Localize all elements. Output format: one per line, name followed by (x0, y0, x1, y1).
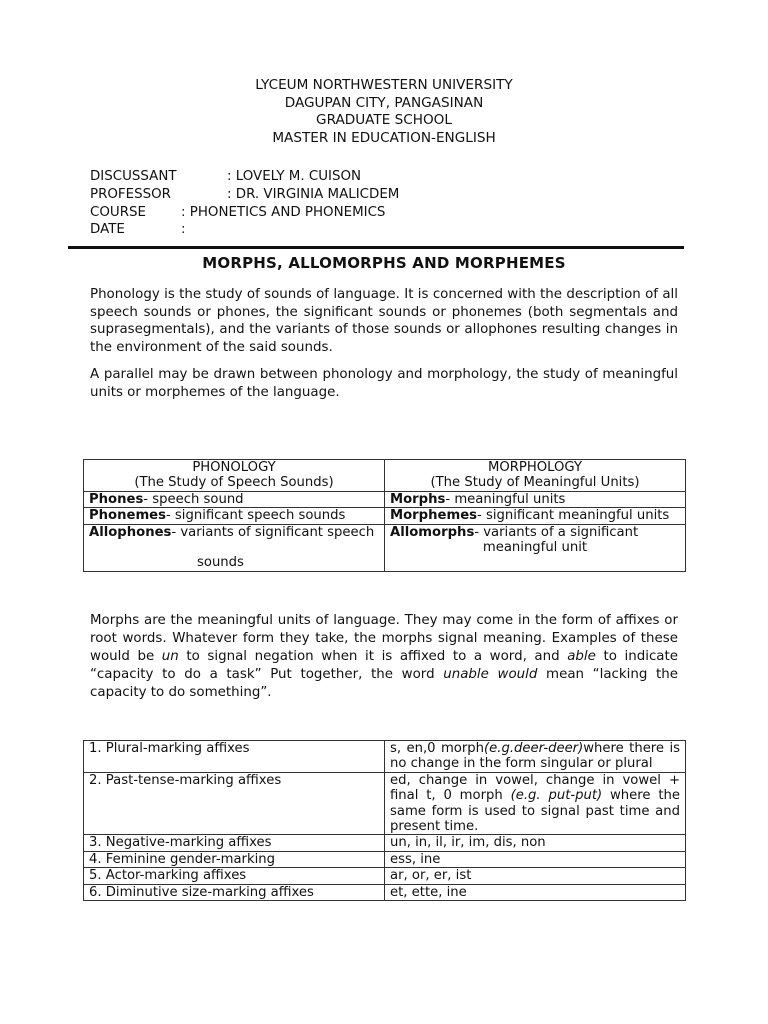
table-row (84, 491, 686, 507)
info-block (90, 168, 678, 238)
def-allophones: - variants of significant speech (171, 524, 375, 540)
negative-affixes-examples: un, in, il, ir, im, dis, non (385, 835, 686, 851)
school-name: GRADUATE SCHOOL (316, 112, 452, 129)
def-allomorphs-cont: meaningful unit (482, 540, 588, 556)
past-tense-affixes-examples: ed, change in vowel, change in vowel + final t, 0 morph (e.g. put-put) where the same form is used to signal past time and present time. (385, 772, 686, 835)
def-phones: - speech sound (143, 491, 244, 507)
phonology-heading: PHONOLOGY (192, 460, 276, 475)
intro-paragraph-phonology: Phonology is the study of sounds of language. It is concerned with the description of all speech sounds or phones, the significant sounds or phonemes (both segmentals and suprasegmentals), and the variants of those sounds or allophones resulting changes in the environment of the said sounds. (90, 287, 678, 355)
allomorphs-cell (385, 524, 686, 571)
affixes-table (83, 740, 686, 901)
diminutive-affixes-label: 6. Diminutive size-marking affixes (84, 884, 385, 900)
discussant-row (90, 168, 678, 186)
def-allophones-cont: sounds (197, 555, 244, 571)
morphs-cell (385, 491, 686, 507)
term-morphs: Morphs (390, 491, 446, 507)
date-label: DATE (90, 222, 125, 238)
document-title: MORPHS, ALLOMORPHS AND MORPHEMES (202, 254, 566, 272)
feminine-affixes-examples: ess, ine (385, 851, 686, 867)
morphemes-cell (385, 508, 686, 524)
morphology-heading: MORPHOLOGY (487, 460, 583, 475)
morphs-text-2: to signal negation when it is affixed to a word, and (178, 649, 568, 664)
date-value: : (181, 222, 186, 238)
term-phones: Phones (89, 491, 144, 507)
professor-label: PROFESSOR (90, 186, 171, 202)
table-row (84, 460, 686, 492)
document-page (90, 77, 678, 239)
allophones-cell (84, 524, 385, 571)
term-allophones: Allophones (89, 524, 172, 540)
intro-section (90, 286, 678, 402)
morphs-text-3: to indicate “capacity to do a task” Put together, the word (90, 649, 678, 682)
diminutive-affixes-examples: et, ette, ine (385, 884, 686, 900)
example-able: able (567, 649, 596, 664)
course-row (90, 204, 678, 222)
phonemes-cell (84, 508, 385, 524)
term-morphemes: Morphemes (390, 508, 477, 524)
actor-affixes-examples: ar, or, er, ist (385, 868, 686, 884)
table-row (84, 884, 686, 900)
table-row (84, 741, 686, 773)
plural-affixes-label: 1. Plural-marking affixes (84, 741, 385, 773)
table-row (84, 835, 686, 851)
example-unable: unable would (443, 667, 538, 682)
feminine-affixes-label: 4. Feminine gender-marking (84, 851, 385, 867)
morphs-text-4: mean “lacking the capacity to do something”. (90, 667, 678, 700)
past-tense-affixes-label: 2. Past-tense-marking affixes (84, 772, 385, 835)
morphs-text-1: Morphs are the meaningful units of language. They may come in the form of affixes or root words. Whatever form they take, the morphs signal meaning. Examples of these would be (90, 613, 678, 664)
term-allomorphs: Allomorphs (390, 524, 475, 540)
plural-affixes-examples: s, en,0 morph(e.g.deer-deer)where there is no change in the form singular or plural (385, 741, 686, 773)
discussant-value: : LOVELY M. CUISON (227, 169, 362, 185)
university-location: DAGUPAN CITY, PANGASINAN (284, 94, 484, 111)
phonology-morphology-table (83, 459, 686, 572)
term-phonemes: Phonemes (89, 508, 166, 524)
table-row (84, 772, 686, 835)
table-row (84, 508, 686, 524)
table-row (84, 851, 686, 867)
phonology-header-cell (84, 460, 385, 492)
example-un: un (161, 649, 179, 664)
def-phonemes: - significant speech sounds (165, 508, 346, 524)
header-divider (68, 246, 684, 249)
morphology-subheading: (The Study of Meaningful Units) (430, 475, 640, 491)
table-row (84, 524, 686, 571)
intro-paragraph-parallel: A parallel may be drawn between phonology and morphology, the study of meaningful units or morphemes of the language. (90, 367, 678, 400)
discussant-label: DISCUSSANT (90, 169, 177, 185)
university-name: LYCEUM NORTHWESTERN UNIVERSITY (255, 77, 513, 93)
def-morphs: - meaningful units (445, 491, 566, 507)
date-row (90, 221, 678, 239)
professor-row (90, 186, 678, 204)
program-name: MASTER IN EDUCATION-ENGLISH (272, 129, 496, 146)
course-label: COURSE (90, 204, 146, 220)
professor-value: : DR. VIRGINIA MALICDEM (227, 186, 400, 202)
actor-affixes-label: 5. Actor-marking affixes (84, 868, 385, 884)
course-value: : PHONETICS AND PHONEMICS (181, 204, 386, 220)
document-header (90, 77, 678, 147)
def-morphemes: - significant meaningful units (477, 508, 670, 524)
negative-affixes-label: 3. Negative-marking affixes (84, 835, 385, 851)
def-allomorphs: - variants of a significant (474, 524, 639, 540)
morphology-header-cell (385, 460, 686, 492)
phones-cell (84, 491, 385, 507)
table-row (84, 868, 686, 884)
morphs-paragraph (90, 612, 678, 702)
phonology-subheading: (The Study of Speech Sounds) (134, 475, 334, 491)
